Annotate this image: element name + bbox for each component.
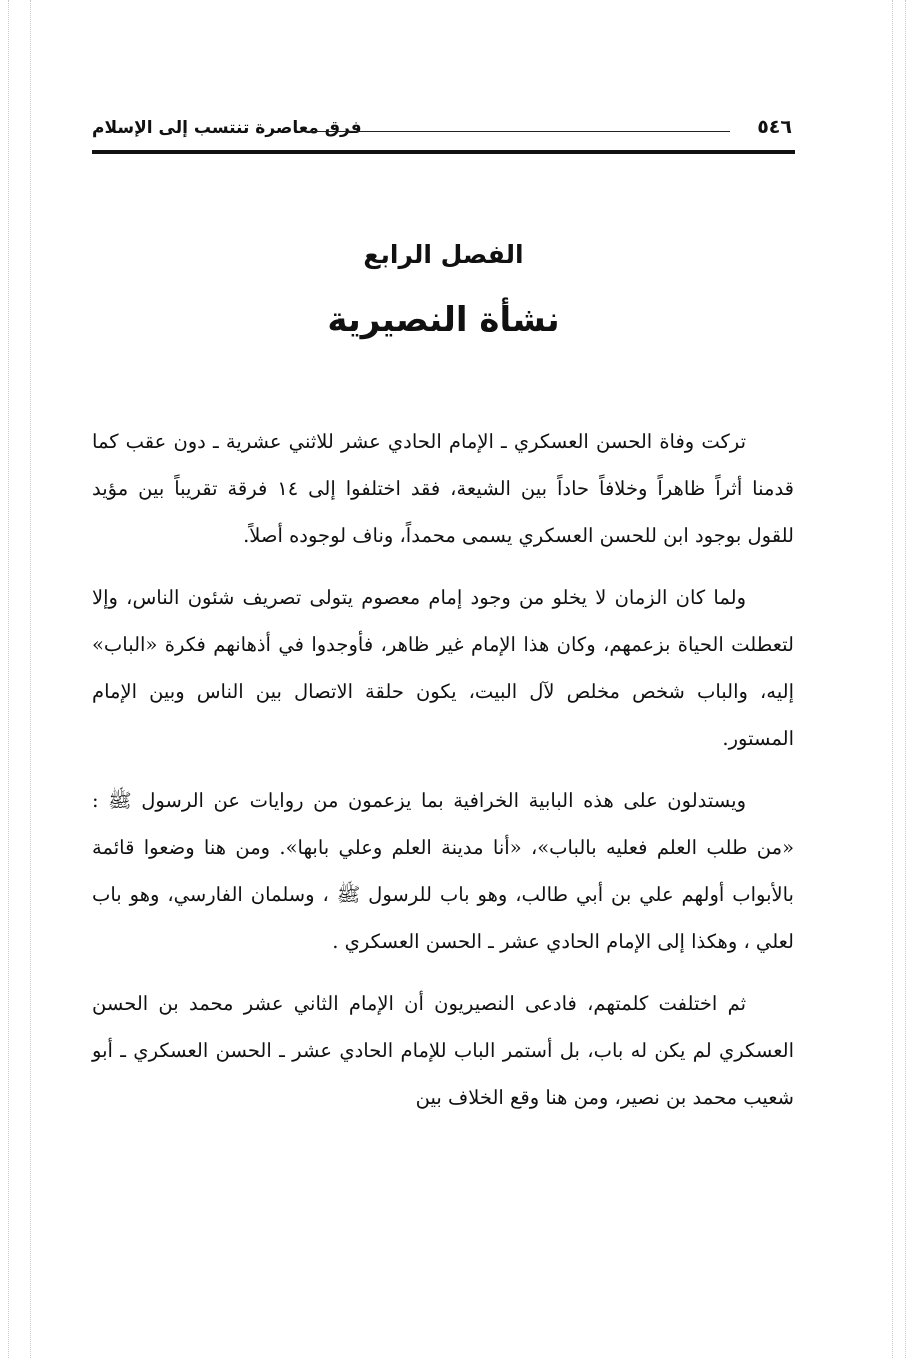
- header-rule: [92, 150, 795, 154]
- scan-margin-line: [892, 0, 893, 1358]
- scan-margin-line: [905, 0, 906, 1358]
- body-text: [92, 418, 794, 1121]
- paragraph: ويستدلون على هذه البابية الخرافية بما يزعمون من روايات عن الرسول ﷺ : «من طلب العلم فعليه بالباب»، «أنا مدينة العلم وعلي بابها». ومن هنا وضعوا قائمة بالأبواب أولهم علي بن أبي طالب، وهو باب للرسول ﷺ ، وسلمان الفارسي، وهو باب لعلي ، وهكذا إلى الإمام الحادي عشر ـ الحسن العسكري .: [92, 789, 794, 953]
- paragraph: تركت وفاة الحسن العسكري ـ الإمام الحادي عشر للاثني عشرية ـ دون عقب كما قدمنا أثراً ظاهراً وخلافاً حاداً بين الشيعة، فقد اختلفوا إلى ١٤ فرقة تقريباً بين مؤيد للقول بوجود ابن للحسن العسكري يسمى محمداً، وناف لوجوده أصلاً.: [92, 430, 795, 547]
- header-dash-line: [307, 131, 730, 132]
- page-number: ٥٤٦: [757, 116, 792, 138]
- scan-margin-line: [8, 0, 9, 1358]
- chapter-label: الفصل الرابع: [363, 240, 524, 269]
- book-title: فرق معاصرة تنتسب إلى الإسلام: [92, 118, 362, 138]
- running-header: [92, 112, 794, 152]
- paragraph: ثم اختلفت كلمتهم، فادعى النصيريون أن الإمام الثاني عشر محمد بن الحسن العسكري لم يكن له باب، بل أستمر الباب للإمام الحادي عشر ـ الحسن العسكري ـ أبو شعيب محمد بن نصير، ومن هنا وقع الخلاف بين: [92, 992, 794, 1109]
- paragraph: ولما كان الزمان لا يخلو من وجود إمام معصوم يتولى تصريف شئون الناس، وإلا لتعطلت الحياة بزعمهم، وكان هذا الإمام غير ظاهر، فأوجدوا في أذهانهم فكرة «الباب» إليه، والباب شخص مخلص لآل البيت، يكون حلقة الاتصال بين الناس وبين الإمام المستور.: [92, 586, 794, 750]
- scan-margin-line: [30, 0, 31, 1358]
- chapter-title: نشأة النصيرية: [327, 300, 560, 340]
